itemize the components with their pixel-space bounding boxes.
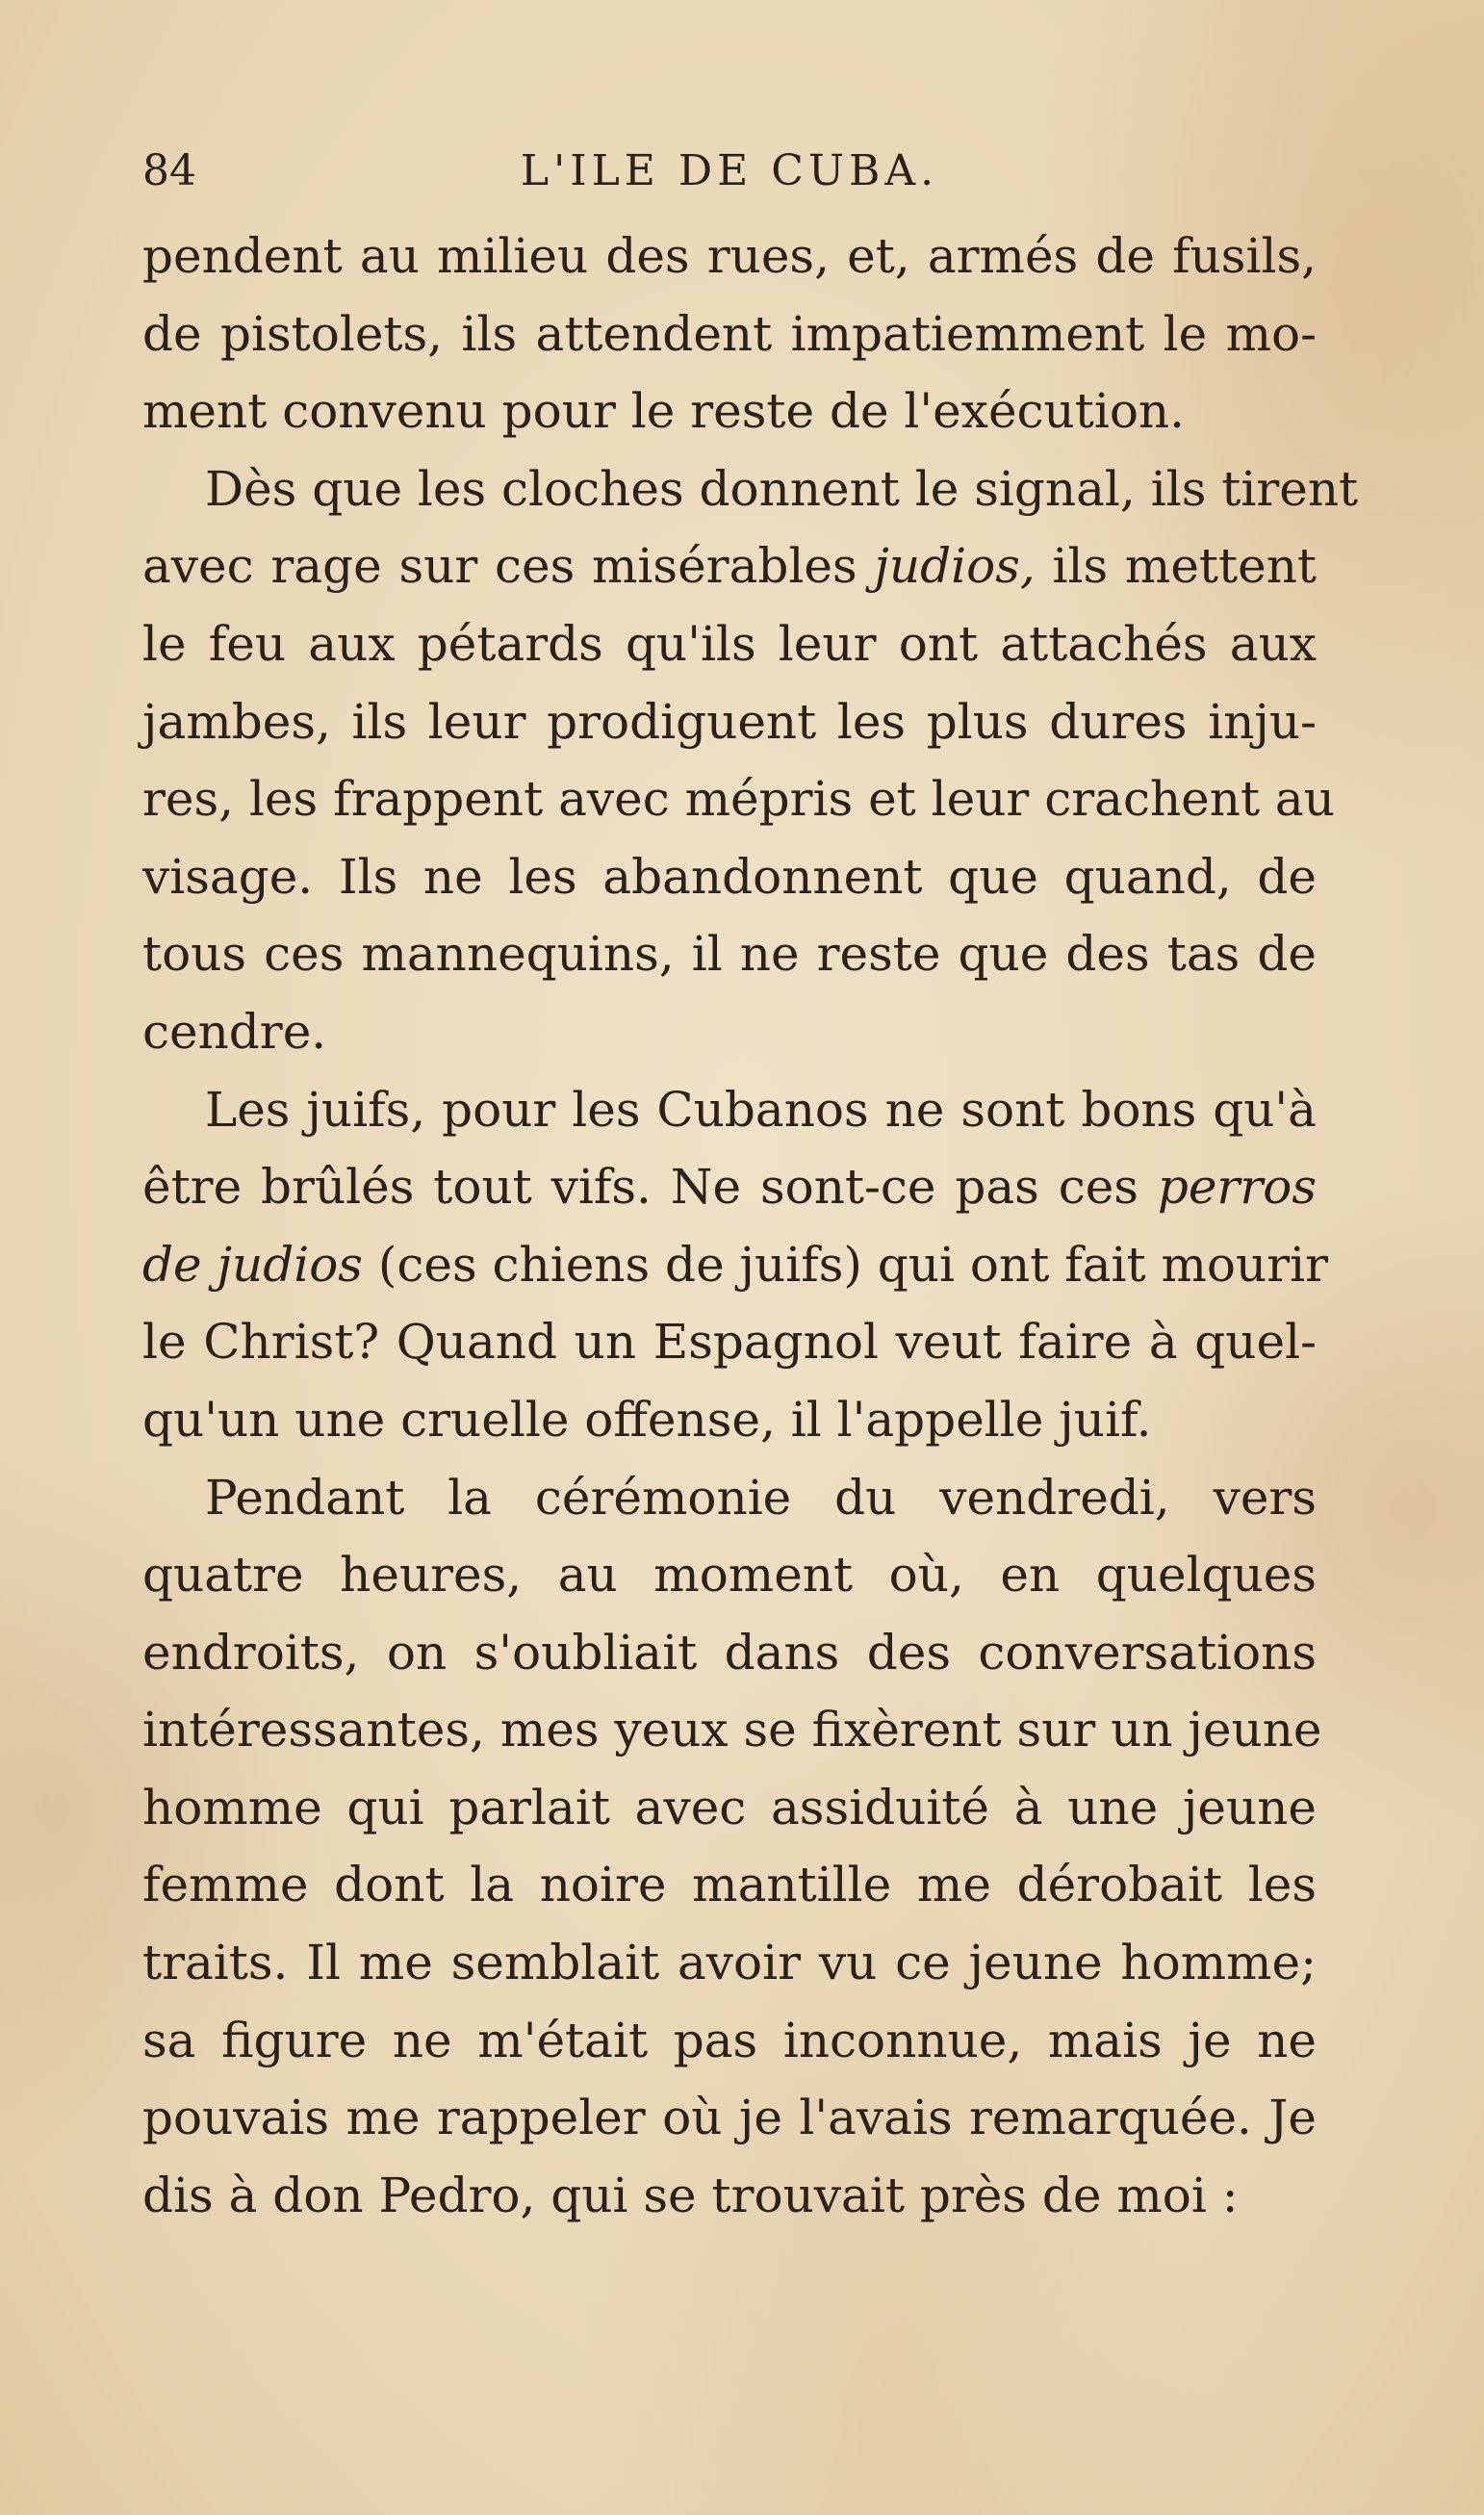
text-line: traits. Il me semblait avoir vu ce jeune homme; [142, 1935, 1317, 1991]
text-line: Dès que les cloches donnent le signal, ils tirent [205, 460, 1359, 517]
text-line: ment convenu pour le reste de l'exécution. [142, 383, 1186, 440]
text-line: sa figure ne m'était pas inconnue, mais je ne [142, 2012, 1317, 2068]
text-line: dis à don Pedro, qui se trouvait près de moi : [142, 2167, 1239, 2223]
text-line: homme qui parlait avec assiduité à une jeune [142, 1779, 1317, 1835]
text-line [142, 1148, 1317, 1226]
text-line: intéressantes, mes yeux se fixèrent sur un jeune [142, 1702, 1322, 1758]
text-line: tous ces mannequins, il ne reste que des tas de [142, 926, 1317, 983]
body-text [142, 218, 1359, 2234]
text-line: femme dont la noire mantille me dérobait les [142, 1857, 1317, 1913]
text-segment: (ces chiens de juifs) qui ont fait mourir [362, 1236, 1328, 1293]
text-line: qu'un une cruelle offense, il l'appelle juif. [142, 1391, 1152, 1448]
text-line: le Christ? Quand un Espagnol veut faire à quel- [142, 1314, 1317, 1371]
text-line: res, les frappent avec mépris et leur crachent au [142, 771, 1335, 828]
italic-text: de judios [142, 1236, 363, 1293]
text-line: de pistolets, ils attendent impatiemment le mo- [142, 305, 1317, 362]
text-line: Les juifs, pour les Cubanos ne sont bons qu'à [205, 1081, 1317, 1138]
text-segment: ils mettent [1035, 538, 1317, 595]
text-line: visage. Ils ne les abandonnent que quand, de [142, 848, 1317, 905]
text-line: quatre heures, au moment où, en quelques [142, 1547, 1317, 1604]
text-line: Pendant la cérémonie du vendredi, vers [205, 1469, 1317, 1526]
text-line: jambes, ils leur prodiguent les plus dures inju- [142, 693, 1317, 750]
text-line: endroits, on s'oubliait dans des conversations [142, 1624, 1317, 1681]
text-line: cendre. [142, 1003, 327, 1060]
text-segment: être brûlés tout vifs. Ne sont-ce pas ces [142, 1159, 1158, 1216]
text-line: pouvais me rappeler où je l'avais remarquée. Je [142, 2090, 1317, 2146]
text-line: pendent au milieu des rues, et, armés de fusils, [142, 228, 1317, 284]
text-segment: avec rage sur ces misérables [142, 538, 875, 595]
italic-text: judios, [874, 538, 1036, 595]
page-header [142, 142, 1317, 200]
text-line: le feu aux pétards qu'ils leur ont attachés aux [142, 615, 1317, 672]
italic-text: perros [1157, 1159, 1317, 1216]
page-number: 84 [142, 146, 196, 195]
text-line [142, 1226, 1328, 1304]
running-title: L'ILE DE CUBA. [520, 146, 939, 195]
text-line [142, 527, 1317, 605]
